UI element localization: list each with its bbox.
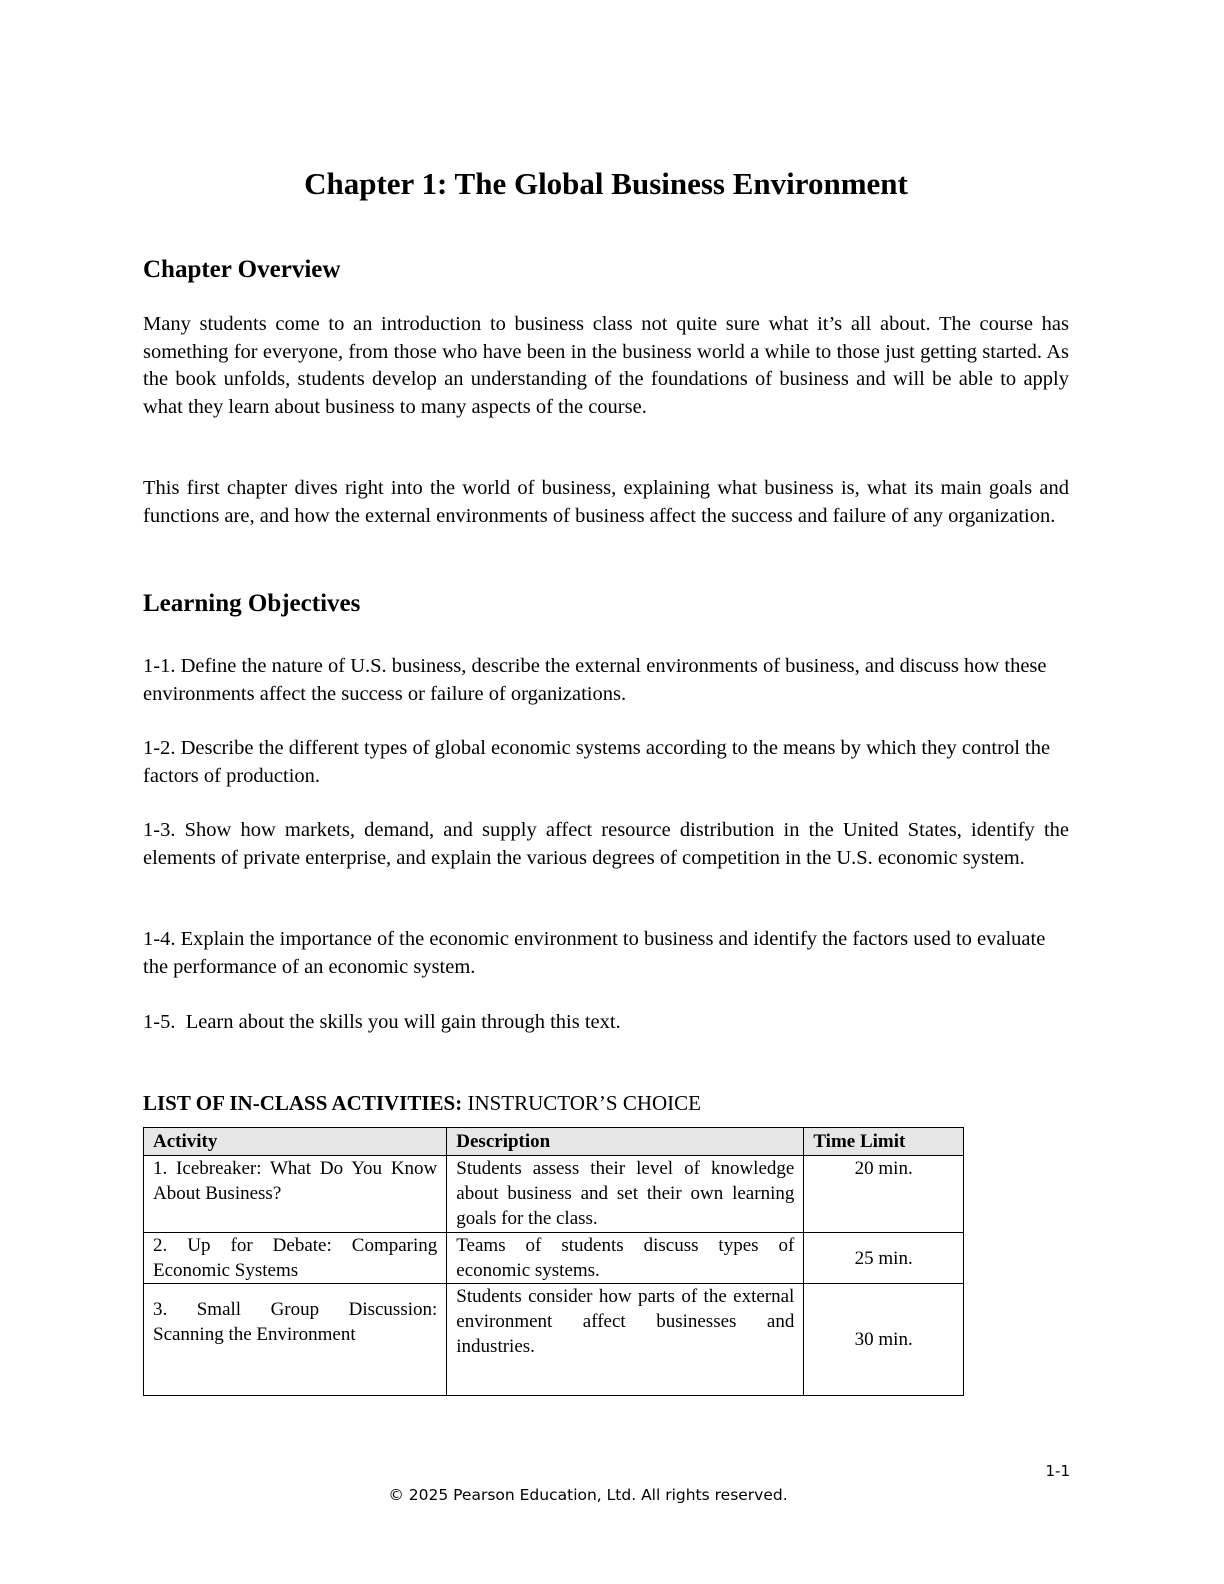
overview-paragraph-2: This first chapter dives right into the world of business, explaining what business is, what its main goals and functions are, and how the external environments of business affect the success and failure of any organization. xyxy=(143,477,1069,527)
objective-item: 1-2. Describe the different types of global economic systems according to the means by which they control the factors of production. xyxy=(143,737,1051,787)
description-cell: Teams of students discuss types of economic systems. xyxy=(447,1233,804,1284)
page-number: 1-1 xyxy=(1045,1462,1070,1480)
activity-cell: 1. Icebreaker: What Do You Know About Business? xyxy=(144,1156,447,1233)
time-cell: 30 min. xyxy=(804,1284,964,1396)
overview-heading: Chapter Overview xyxy=(143,256,341,283)
description-cell: Students consider how parts of the external environment affect businesses and industries. xyxy=(447,1284,804,1396)
time-cell: 20 min. xyxy=(804,1156,964,1233)
overview-paragraph-1: Many students come to an introduction to business class not quite sure what it’s all about. The course has something for everyone, from those who have been in the business world a while to those just getting started. As the book unfolds, students develop an understanding of the foundations of business and will be able to apply what they learn about business to many aspects of the course. xyxy=(143,313,1069,418)
column-header-description: Description xyxy=(447,1128,804,1156)
objectives-heading: Learning Objectives xyxy=(143,590,361,617)
column-header-time-limit: Time Limit xyxy=(804,1128,964,1156)
activities-table xyxy=(143,1127,964,1396)
activities-heading-rest: INSTRUCTOR’S CHOICE xyxy=(462,1091,702,1115)
table-header-row xyxy=(144,1128,964,1156)
table-row xyxy=(144,1156,964,1233)
activities-heading-bold: LIST OF IN-CLASS ACTIVITIES: xyxy=(143,1091,463,1115)
objective-item: 1-1. Define the nature of U.S. business, describe the external environments of business, and discuss how these environments affect the success or failure of organizations. xyxy=(143,655,1047,705)
objective-item: 1-5. Learn about the skills you will gain through this text. xyxy=(143,1011,621,1033)
objective-item: 1-4. Explain the importance of the economic environment to business and identify the factors used to evaluate the performance of an economic system. xyxy=(143,928,1046,978)
column-header-activity: Activity xyxy=(144,1128,447,1156)
copyright-notice: © 2025 Pearson Education, Ltd. All rights reserved. xyxy=(388,1486,788,1504)
activities-heading xyxy=(143,1090,701,1117)
table-row xyxy=(144,1284,964,1396)
page-title: Chapter 1: The Global Business Environment xyxy=(304,166,908,201)
table-row xyxy=(144,1233,964,1284)
time-cell: 25 min. xyxy=(804,1233,964,1284)
objective-item: 1-3. Show how markets, demand, and supply affect resource distribution in the United States, identify the elements of private enterprise, and explain the various degrees of competition in the U.S. economic system. xyxy=(143,819,1069,869)
activity-cell: 3. Small Group Discussion: Scanning the Environment xyxy=(144,1284,447,1396)
activity-cell: 2. Up for Debate: Comparing Economic Systems xyxy=(144,1233,447,1284)
description-cell: Students assess their level of knowledge about business and set their own learning goals for the class. xyxy=(447,1156,804,1233)
